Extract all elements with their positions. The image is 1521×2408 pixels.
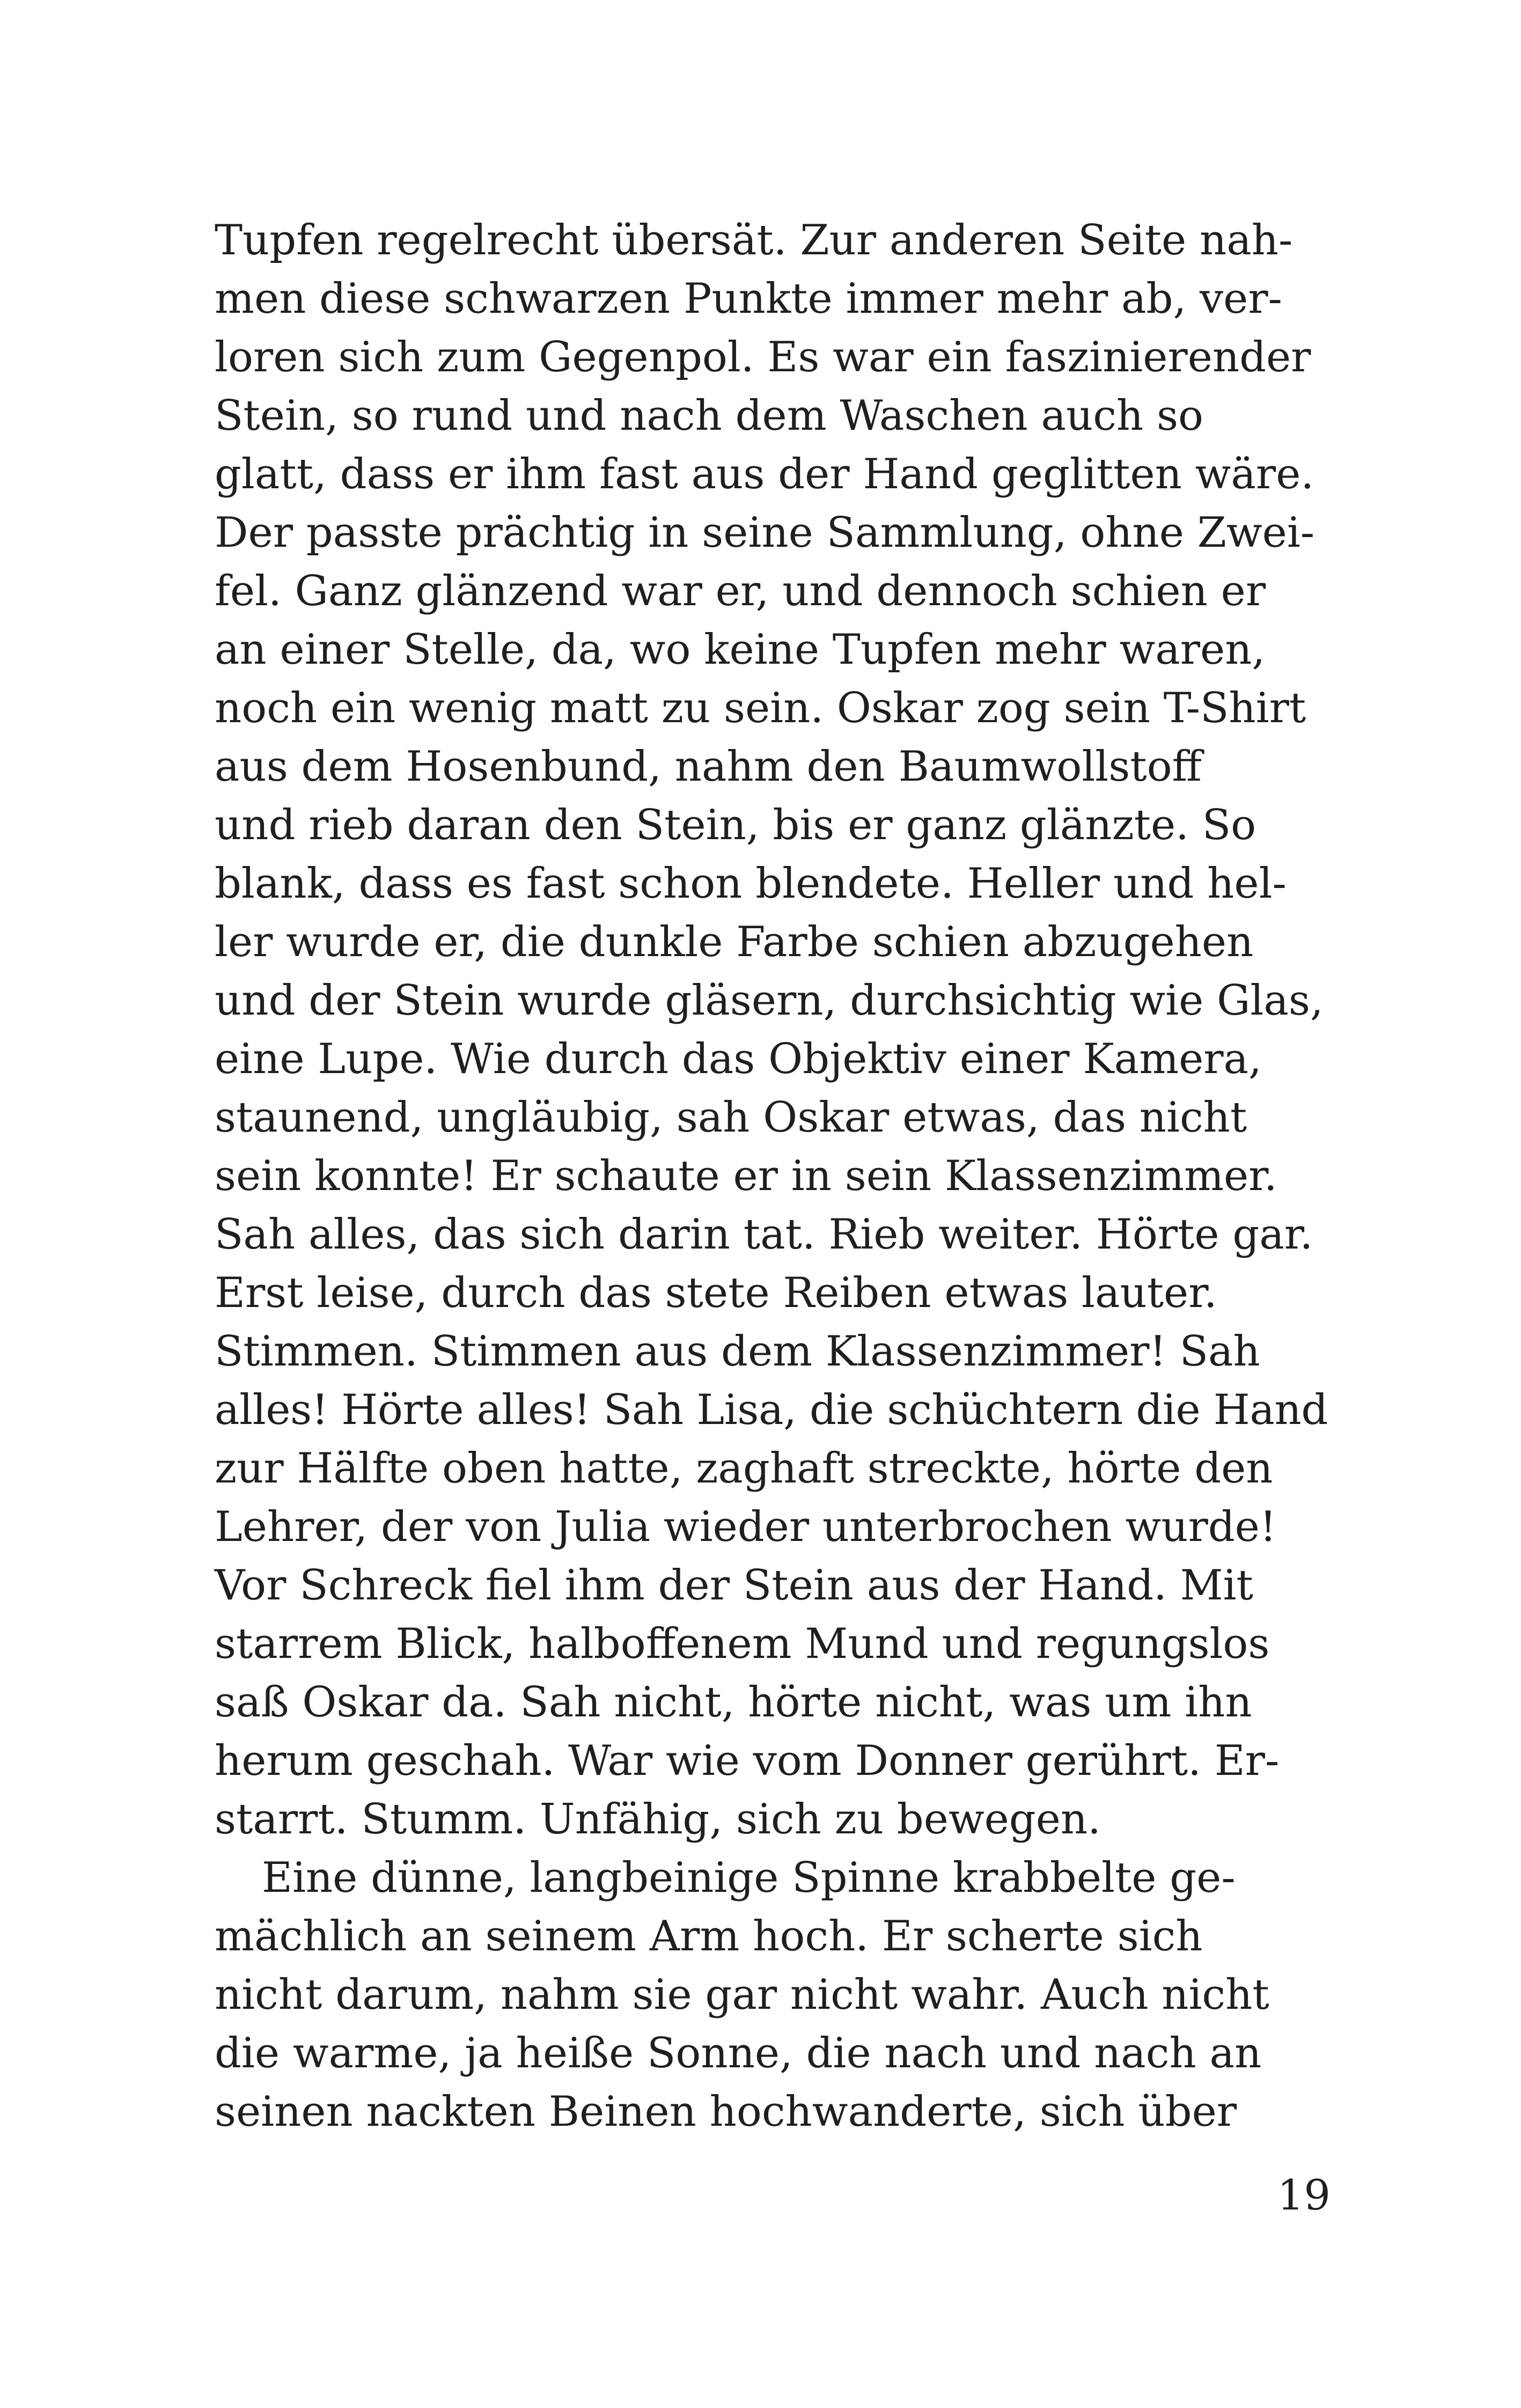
text-line: Der passte prächtig in seine Sammlung, ohne Zwei- (215, 509, 1315, 557)
text-line: alles! Hörte alles! Sah Lisa, die schüchtern die Hand (215, 1386, 1328, 1434)
text-line: Eine dünne, langbeinige Spinne krabbelte ge- (262, 1854, 1236, 1902)
page-number: 19 (1277, 2171, 1331, 2220)
text-line: Tupfen regelrecht übersät. Zur anderen Seite nah- (215, 216, 1293, 265)
text-line: sein konnte! Er schaute er in sein Klassenzimmer. (215, 1152, 1277, 1200)
text-line: saß Oskar da. Sah nicht, hörte nicht, was um ihn (215, 1678, 1252, 1727)
text-line: die warme, ja heiße Sonne, die nach und nach an (215, 2029, 1262, 2077)
text-line: blank, dass es fast schon blendete. Heller und hel- (215, 860, 1287, 908)
text-line: loren sich zum Gegenpol. Es war ein faszinierender (215, 333, 1311, 381)
text-line: noch ein wenig matt zu sein. Oskar zog sein T-Shirt (215, 684, 1306, 732)
text-line: seinen nackten Beinen hochwanderte, sich über (215, 2088, 1237, 2136)
text-line: Erst leise, durch das stete Reiben etwas lauter. (215, 1269, 1217, 1317)
body-text (215, 211, 1328, 2141)
text-line: herum geschah. War wie vom Donner gerührt. Er- (215, 1737, 1280, 1785)
text-line: Vor Schreck fiel ihm der Stein aus der Hand. Mit (215, 1561, 1253, 1610)
text-line: Sah alles, das sich darin tat. Rieb weiter. Hörte gar. (215, 1210, 1313, 1259)
text-line: ler wurde er, die dunkle Farbe schien abzugehen (215, 918, 1254, 966)
text-line: aus dem Hosenbund, nahm den Baumwollstoff (215, 743, 1202, 791)
paragraph (215, 1849, 1328, 2141)
text-line: an einer Stelle, da, wo keine Tupfen mehr waren, (215, 626, 1266, 674)
text-line: fel. Ganz glänzend war er, und dennoch schien er (215, 567, 1266, 615)
text-line: staunend, ungläubig, sah Oskar etwas, das nicht (215, 1093, 1247, 1142)
paragraph (215, 211, 1328, 1849)
text-line: men diese schwarzen Punkte immer mehr ab, ver- (215, 275, 1282, 323)
text-line: Stimmen. Stimmen aus dem Klassenzimmer! Sah (215, 1327, 1260, 1376)
text-line: Lehrer, der von Julia wieder unterbrochen wurde! (215, 1503, 1277, 1551)
text-line: und rieb daran den Stein, bis er ganz glänzte. So (215, 801, 1257, 849)
text-line: starrt. Stumm. Unfähig, sich zu bewegen. (215, 1795, 1101, 1844)
text-line: und der Stein wurde gläsern, durchsichtig wie Glas, (215, 977, 1324, 1025)
text-line: glatt, dass er ihm fast aus der Hand geglitten wäre. (215, 450, 1314, 498)
text-line: eine Lupe. Wie durch das Objektiv einer Kamera, (215, 1035, 1262, 1083)
text-line: Stein, so rund und nach dem Waschen auch so (215, 392, 1203, 440)
text-line: starrem Blick, halboffenem Mund und regungslos (215, 1620, 1270, 1668)
text-line: mächlich an seinem Arm hoch. Er scherte sich (215, 1912, 1203, 1961)
text-line: zur Hälfte oben hatte, zaghaft streckte, hörte den (215, 1444, 1273, 1493)
text-line: nicht darum, nahm sie gar nicht wahr. Auch nicht (215, 1971, 1269, 2019)
